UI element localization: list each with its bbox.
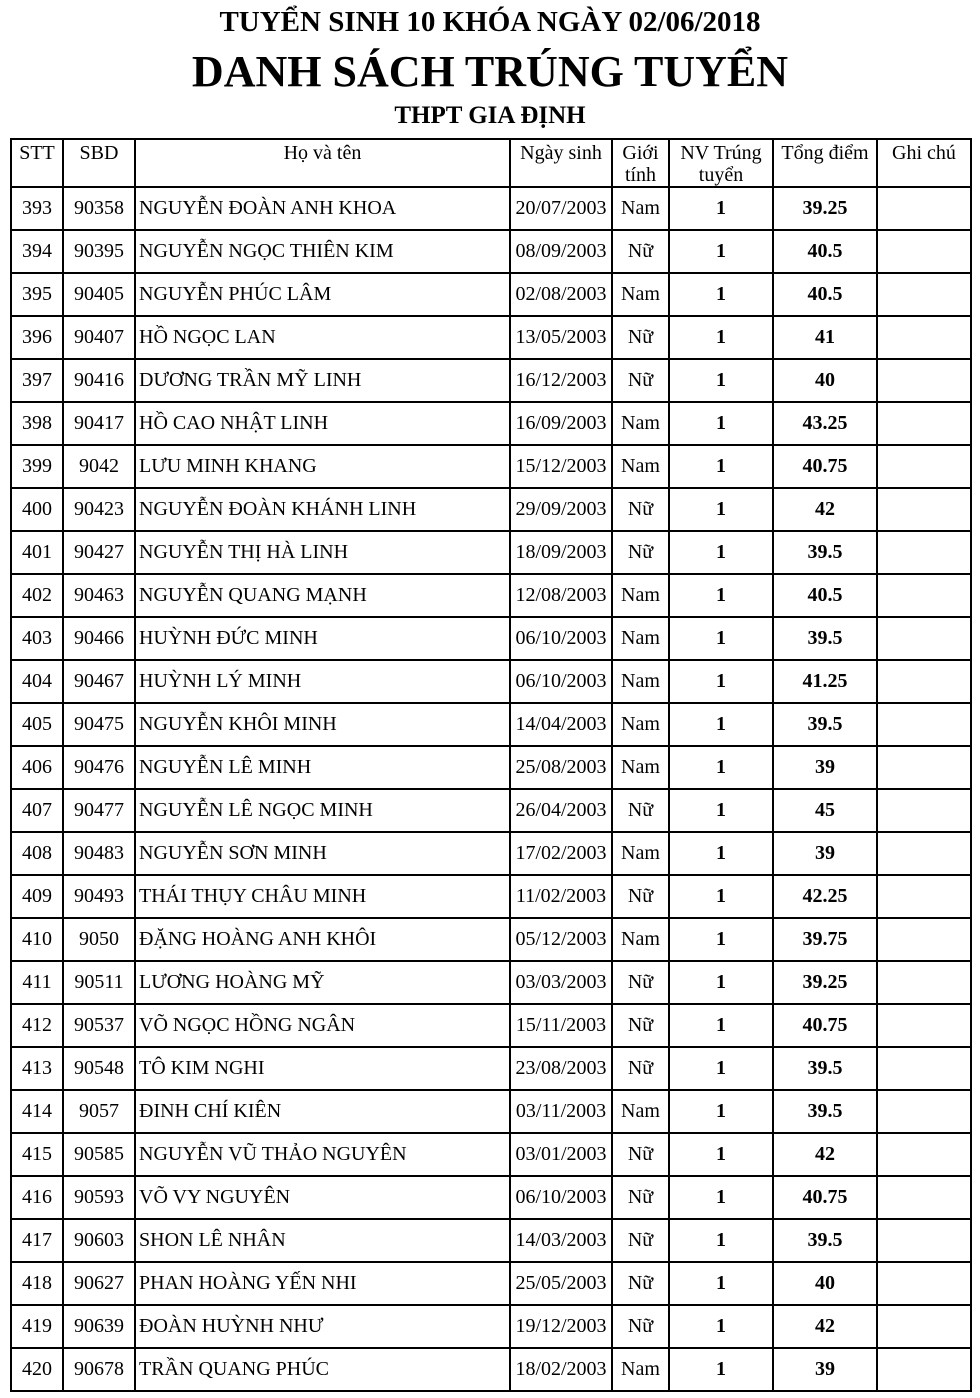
cell-note (877, 789, 971, 832)
cell-birth-date: 18/02/2003 (510, 1348, 612, 1391)
cell-stt: 408 (11, 832, 63, 875)
cell-total-score: 42 (773, 1133, 877, 1176)
cell-full-name: NGUYỄN THỊ HÀ LINH (135, 531, 510, 574)
table-row (11, 1090, 971, 1133)
table-row (11, 273, 971, 316)
cell-sbd: 90477 (63, 789, 135, 832)
cell-birth-date: 13/05/2003 (510, 316, 612, 359)
cell-full-name: NGUYỄN VŨ THẢO NGUYÊN (135, 1133, 510, 1176)
cell-full-name: NGUYỄN QUANG MẠNH (135, 574, 510, 617)
cell-admitted-choice: 1 (669, 746, 773, 789)
cell-full-name: VÕ NGỌC HỒNG NGÂN (135, 1004, 510, 1047)
cell-birth-date: 02/08/2003 (510, 273, 612, 316)
cell-admitted-choice: 1 (669, 1176, 773, 1219)
cell-sbd: 90511 (63, 961, 135, 1004)
table-row (11, 875, 971, 918)
cell-sbd: 90483 (63, 832, 135, 875)
cell-full-name: SHON LÊ NHÂN (135, 1219, 510, 1262)
cell-full-name: LƯƠNG HOÀNG MỸ (135, 961, 510, 1004)
cell-birth-date: 16/09/2003 (510, 402, 612, 445)
cell-birth-date: 12/08/2003 (510, 574, 612, 617)
cell-full-name: ĐOÀN HUỲNH NHƯ (135, 1305, 510, 1348)
cell-sbd: 90593 (63, 1176, 135, 1219)
table-row (11, 703, 971, 746)
table-row (11, 1047, 971, 1090)
cell-birth-date: 26/04/2003 (510, 789, 612, 832)
cell-note (877, 488, 971, 531)
cell-stt: 402 (11, 574, 63, 617)
cell-birth-date: 03/03/2003 (510, 961, 612, 1004)
cell-gender: Nam (612, 703, 669, 746)
cell-total-score: 42 (773, 488, 877, 531)
table-row (11, 187, 971, 230)
cell-gender: Nữ (612, 531, 669, 574)
cell-sbd: 9042 (63, 445, 135, 488)
cell-full-name: NGUYỄN ĐOÀN ANH KHOA (135, 187, 510, 230)
table-row (11, 746, 971, 789)
cell-note (877, 445, 971, 488)
cell-admitted-choice: 1 (669, 445, 773, 488)
cell-full-name: HUỲNH ĐỨC MINH (135, 617, 510, 660)
cell-note (877, 187, 971, 230)
cell-full-name: VÕ VY NGUYÊN (135, 1176, 510, 1219)
cell-full-name: NGUYỄN ĐOÀN KHÁNH LINH (135, 488, 510, 531)
header-full-name: Họ và tên (135, 139, 510, 187)
cell-sbd: 90405 (63, 273, 135, 316)
cell-birth-date: 14/03/2003 (510, 1219, 612, 1262)
cell-gender: Nam (612, 1348, 669, 1391)
cell-full-name: NGUYỄN NGỌC THIÊN KIM (135, 230, 510, 273)
cell-total-score: 42 (773, 1305, 877, 1348)
header-stt: STT (11, 139, 63, 187)
header-gender: Giới tính (612, 139, 669, 187)
cell-stt: 403 (11, 617, 63, 660)
cell-note (877, 875, 971, 918)
cell-note (877, 574, 971, 617)
cell-stt: 393 (11, 187, 63, 230)
cell-sbd: 90423 (63, 488, 135, 531)
cell-gender: Nam (612, 832, 669, 875)
header-total-score: Tổng điểm (773, 139, 877, 187)
cell-stt: 415 (11, 1133, 63, 1176)
cell-sbd: 90463 (63, 574, 135, 617)
cell-total-score: 40 (773, 1262, 877, 1305)
cell-admitted-choice: 1 (669, 230, 773, 273)
cell-note (877, 1348, 971, 1391)
cell-birth-date: 15/12/2003 (510, 445, 612, 488)
table-row (11, 1133, 971, 1176)
cell-total-score: 39.5 (773, 617, 877, 660)
cell-full-name: NGUYỄN LÊ MINH (135, 746, 510, 789)
cell-sbd: 9057 (63, 1090, 135, 1133)
cell-total-score: 39.75 (773, 918, 877, 961)
cell-birth-date: 05/12/2003 (510, 918, 612, 961)
cell-full-name: NGUYỄN PHÚC LÂM (135, 273, 510, 316)
table-row (11, 660, 971, 703)
cell-total-score: 39.25 (773, 961, 877, 1004)
cell-note (877, 273, 971, 316)
cell-admitted-choice: 1 (669, 1305, 773, 1348)
cell-note (877, 1262, 971, 1305)
cell-full-name: PHAN HOÀNG YẾN NHI (135, 1262, 510, 1305)
cell-admitted-choice: 1 (669, 1219, 773, 1262)
cell-birth-date: 18/09/2003 (510, 531, 612, 574)
cell-sbd: 90358 (63, 187, 135, 230)
cell-stt: 406 (11, 746, 63, 789)
admission-table (10, 138, 972, 1392)
cell-birth-date: 06/10/2003 (510, 1176, 612, 1219)
cell-birth-date: 20/07/2003 (510, 187, 612, 230)
cell-gender: Nam (612, 187, 669, 230)
cell-total-score: 41 (773, 316, 877, 359)
cell-stt: 413 (11, 1047, 63, 1090)
cell-birth-date: 16/12/2003 (510, 359, 612, 402)
table-row (11, 230, 971, 273)
cell-sbd: 9050 (63, 918, 135, 961)
cell-admitted-choice: 1 (669, 488, 773, 531)
cell-sbd: 90395 (63, 230, 135, 273)
cell-sbd: 90416 (63, 359, 135, 402)
cell-birth-date: 11/02/2003 (510, 875, 612, 918)
cell-note (877, 1133, 971, 1176)
cell-stt: 410 (11, 918, 63, 961)
cell-admitted-choice: 1 (669, 531, 773, 574)
cell-gender: Nữ (612, 1305, 669, 1348)
cell-total-score: 41.25 (773, 660, 877, 703)
table-row (11, 617, 971, 660)
cell-note (877, 1176, 971, 1219)
table-row (11, 316, 971, 359)
cell-birth-date: 03/11/2003 (510, 1090, 612, 1133)
cell-sbd: 90537 (63, 1004, 135, 1047)
cell-note (877, 531, 971, 574)
cell-gender: Nữ (612, 875, 669, 918)
cell-gender: Nam (612, 1090, 669, 1133)
cell-birth-date: 25/05/2003 (510, 1262, 612, 1305)
cell-stt: 394 (11, 230, 63, 273)
cell-total-score: 39.25 (773, 187, 877, 230)
cell-gender: Nữ (612, 1219, 669, 1262)
cell-stt: 401 (11, 531, 63, 574)
school-name: THPT GIA ĐỊNH (394, 102, 586, 129)
cell-birth-date: 08/09/2003 (510, 230, 612, 273)
cell-sbd: 90493 (63, 875, 135, 918)
cell-total-score: 39 (773, 1348, 877, 1391)
cell-birth-date: 19/12/2003 (510, 1305, 612, 1348)
exam-title: TUYỂN SINH 10 KHÓA NGÀY 02/06/2018 (219, 6, 761, 38)
cell-birth-date: 15/11/2003 (510, 1004, 612, 1047)
cell-birth-date: 03/01/2003 (510, 1133, 612, 1176)
cell-total-score: 42.25 (773, 875, 877, 918)
cell-note (877, 832, 971, 875)
cell-note (877, 402, 971, 445)
cell-sbd: 90678 (63, 1348, 135, 1391)
cell-total-score: 39.5 (773, 531, 877, 574)
cell-sbd: 90407 (63, 316, 135, 359)
table-row (11, 1219, 971, 1262)
cell-note (877, 918, 971, 961)
cell-total-score: 40.75 (773, 1176, 877, 1219)
cell-sbd: 90427 (63, 531, 135, 574)
cell-gender: Nam (612, 273, 669, 316)
header-note: Ghi chú (877, 139, 971, 187)
cell-birth-date: 25/08/2003 (510, 746, 612, 789)
cell-stt: 409 (11, 875, 63, 918)
cell-admitted-choice: 1 (669, 316, 773, 359)
cell-stt: 416 (11, 1176, 63, 1219)
cell-admitted-choice: 1 (669, 1262, 773, 1305)
cell-note (877, 1047, 971, 1090)
cell-admitted-choice: 1 (669, 1348, 773, 1391)
cell-sbd: 90475 (63, 703, 135, 746)
cell-admitted-choice: 1 (669, 789, 773, 832)
cell-gender: Nữ (612, 359, 669, 402)
cell-gender: Nữ (612, 488, 669, 531)
cell-stt: 418 (11, 1262, 63, 1305)
table-row (11, 531, 971, 574)
cell-note (877, 359, 971, 402)
cell-gender: Nữ (612, 1004, 669, 1047)
cell-full-name: NGUYỄN LÊ NGỌC MINH (135, 789, 510, 832)
table-row (11, 961, 971, 1004)
cell-total-score: 39.5 (773, 1090, 877, 1133)
cell-gender: Nam (612, 445, 669, 488)
cell-note (877, 703, 971, 746)
cell-admitted-choice: 1 (669, 617, 773, 660)
cell-gender: Nam (612, 660, 669, 703)
cell-note (877, 1305, 971, 1348)
cell-gender: Nữ (612, 789, 669, 832)
cell-birth-date: 14/04/2003 (510, 703, 612, 746)
cell-full-name: THÁI THỤY CHÂU MINH (135, 875, 510, 918)
cell-total-score: 40.5 (773, 574, 877, 617)
cell-stt: 407 (11, 789, 63, 832)
cell-gender: Nam (612, 402, 669, 445)
cell-stt: 411 (11, 961, 63, 1004)
cell-birth-date: 06/10/2003 (510, 660, 612, 703)
cell-total-score: 43.25 (773, 402, 877, 445)
cell-stt: 396 (11, 316, 63, 359)
cell-stt: 414 (11, 1090, 63, 1133)
cell-note (877, 617, 971, 660)
cell-stt: 399 (11, 445, 63, 488)
table-row (11, 488, 971, 531)
table-row (11, 445, 971, 488)
cell-admitted-choice: 1 (669, 832, 773, 875)
cell-admitted-choice: 1 (669, 961, 773, 1004)
cell-total-score: 40.5 (773, 230, 877, 273)
cell-stt: 400 (11, 488, 63, 531)
cell-total-score: 39 (773, 832, 877, 875)
cell-total-score: 40.75 (773, 1004, 877, 1047)
cell-gender: Nam (612, 617, 669, 660)
cell-total-score: 40 (773, 359, 877, 402)
cell-admitted-choice: 1 (669, 1133, 773, 1176)
cell-admitted-choice: 1 (669, 875, 773, 918)
cell-full-name: ĐINH CHÍ KIÊN (135, 1090, 510, 1133)
cell-gender: Nữ (612, 230, 669, 273)
cell-admitted-choice: 1 (669, 1047, 773, 1090)
table-body (11, 187, 971, 1391)
cell-sbd: 90417 (63, 402, 135, 445)
table-row (11, 359, 971, 402)
cell-sbd: 90585 (63, 1133, 135, 1176)
table-row (11, 1262, 971, 1305)
table-row (11, 1305, 971, 1348)
cell-sbd: 90603 (63, 1219, 135, 1262)
cell-note (877, 746, 971, 789)
cell-full-name: HUỲNH LÝ MINH (135, 660, 510, 703)
cell-stt: 419 (11, 1305, 63, 1348)
cell-sbd: 90466 (63, 617, 135, 660)
cell-stt: 405 (11, 703, 63, 746)
cell-total-score: 39 (773, 746, 877, 789)
cell-gender: Nữ (612, 1047, 669, 1090)
table-row (11, 402, 971, 445)
cell-gender: Nam (612, 746, 669, 789)
cell-admitted-choice: 1 (669, 359, 773, 402)
cell-admitted-choice: 1 (669, 187, 773, 230)
cell-sbd: 90548 (63, 1047, 135, 1090)
cell-admitted-choice: 1 (669, 402, 773, 445)
table-header-row (11, 139, 971, 187)
cell-total-score: 39.5 (773, 1047, 877, 1090)
list-title: DANH SÁCH TRÚNG TUYỂN (191, 47, 789, 96)
cell-gender: Nữ (612, 1133, 669, 1176)
header-birth-date: Ngày sinh (510, 139, 612, 187)
table-row (11, 1348, 971, 1391)
table-row (11, 918, 971, 961)
cell-birth-date: 23/08/2003 (510, 1047, 612, 1090)
cell-stt: 398 (11, 402, 63, 445)
cell-admitted-choice: 1 (669, 660, 773, 703)
cell-stt: 404 (11, 660, 63, 703)
cell-gender: Nữ (612, 1176, 669, 1219)
cell-note (877, 1090, 971, 1133)
cell-gender: Nam (612, 918, 669, 961)
cell-admitted-choice: 1 (669, 273, 773, 316)
cell-gender: Nam (612, 574, 669, 617)
cell-gender: Nữ (612, 1262, 669, 1305)
table-row (11, 1004, 971, 1047)
cell-full-name: HỒ CAO NHẬT LINH (135, 402, 510, 445)
cell-total-score: 39.5 (773, 1219, 877, 1262)
cell-stt: 417 (11, 1219, 63, 1262)
cell-full-name: HỒ NGỌC LAN (135, 316, 510, 359)
cell-total-score: 45 (773, 789, 877, 832)
cell-note (877, 1219, 971, 1262)
cell-admitted-choice: 1 (669, 703, 773, 746)
cell-full-name: TÔ KIM NGHI (135, 1047, 510, 1090)
cell-birth-date: 06/10/2003 (510, 617, 612, 660)
cell-stt: 412 (11, 1004, 63, 1047)
cell-stt: 395 (11, 273, 63, 316)
cell-admitted-choice: 1 (669, 574, 773, 617)
header-admitted-choice: NV Trúng tuyển (669, 139, 773, 187)
cell-birth-date: 17/02/2003 (510, 832, 612, 875)
cell-note (877, 660, 971, 703)
cell-full-name: DƯƠNG TRẦN MỸ LINH (135, 359, 510, 402)
cell-stt: 397 (11, 359, 63, 402)
cell-note (877, 316, 971, 359)
cell-full-name: NGUYỄN KHÔI MINH (135, 703, 510, 746)
table-row (11, 574, 971, 617)
cell-admitted-choice: 1 (669, 918, 773, 961)
cell-note (877, 961, 971, 1004)
cell-gender: Nữ (612, 961, 669, 1004)
cell-admitted-choice: 1 (669, 1004, 773, 1047)
table-row (11, 1176, 971, 1219)
cell-full-name: ĐẶNG HOÀNG ANH KHÔI (135, 918, 510, 961)
cell-total-score: 39.5 (773, 703, 877, 746)
header-sbd: SBD (63, 139, 135, 187)
cell-note (877, 230, 971, 273)
cell-stt: 420 (11, 1348, 63, 1391)
cell-birth-date: 29/09/2003 (510, 488, 612, 531)
cell-sbd: 90639 (63, 1305, 135, 1348)
cell-total-score: 40.5 (773, 273, 877, 316)
cell-gender: Nữ (612, 316, 669, 359)
cell-sbd: 90467 (63, 660, 135, 703)
cell-full-name: NGUYỄN SƠN MINH (135, 832, 510, 875)
cell-note (877, 1004, 971, 1047)
table-row (11, 832, 971, 875)
cell-sbd: 90476 (63, 746, 135, 789)
cell-sbd: 90627 (63, 1262, 135, 1305)
cell-full-name: TRẦN QUANG PHÚC (135, 1348, 510, 1391)
cell-admitted-choice: 1 (669, 1090, 773, 1133)
cell-total-score: 40.75 (773, 445, 877, 488)
cell-full-name: LƯU MINH KHANG (135, 445, 510, 488)
table-row (11, 789, 971, 832)
